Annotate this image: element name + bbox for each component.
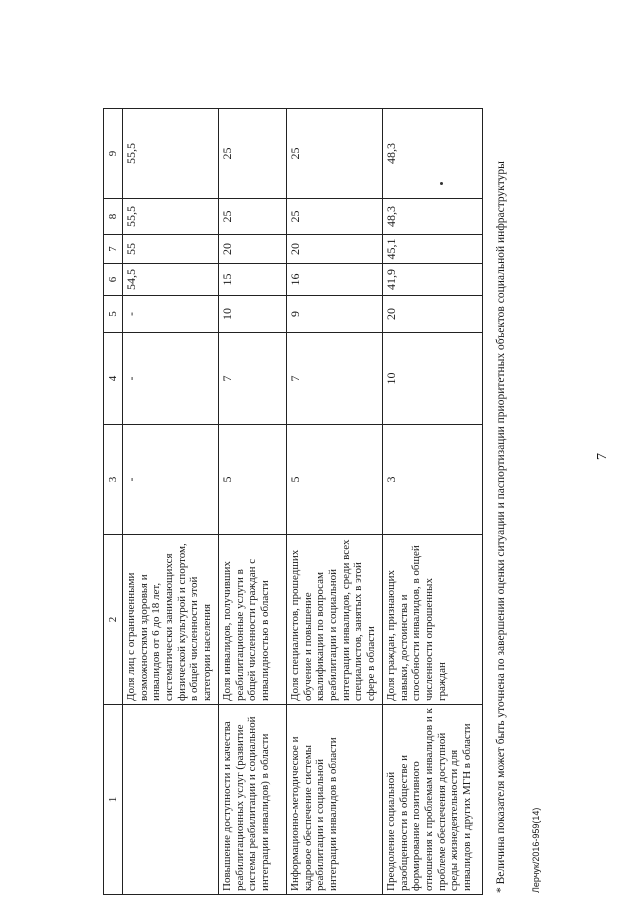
value-cell: - [123, 425, 219, 535]
table-row [383, 109, 483, 895]
indicators-table [103, 108, 483, 895]
value-cell: 9 [287, 296, 383, 333]
header-cell: 5 [104, 296, 123, 333]
value-cell: 3 [383, 425, 483, 535]
value-cell: 25 [219, 109, 287, 199]
value-cell: - [123, 333, 219, 425]
value-cell: 45,1 [383, 235, 483, 264]
goal-cell: Преодоление социальной разобщенности в обществе и формирование позитивного отношения к проблемам инвалидов и к проблеме обеспечения доступной среды жизнедеятельности для инвалидов и других МГН в области [383, 705, 483, 895]
header-row [104, 109, 123, 895]
table-row [219, 109, 287, 895]
value-cell: 10 [219, 296, 287, 333]
value-cell: 54,5 [123, 264, 219, 296]
value-cell: 5 [219, 425, 287, 535]
goal-cell: Повышение доступности и качества реабилитационных услуг (развитие системы реабилитации и социальной интеграции инвалидов) в области [219, 705, 287, 895]
goal-cell [123, 705, 219, 895]
value-cell: 55 [123, 235, 219, 264]
value-cell: 48,3 [383, 109, 483, 199]
indicator-cell: Доля граждан, признающих навыки, достоинства и способности инвалидов, в общей численности опрошенных граждан [383, 535, 483, 705]
value-cell: 25 [287, 199, 383, 235]
value-cell: 16 [287, 264, 383, 296]
value-cell: 20 [287, 235, 383, 264]
header-cell: 8 [104, 199, 123, 235]
header-cell: 9 [104, 109, 123, 199]
value-cell: 5 [287, 425, 383, 535]
value-cell: - [123, 296, 219, 333]
value-cell: 7 [287, 333, 383, 425]
value-cell: 55,5 [123, 109, 219, 199]
value-cell: 25 [287, 109, 383, 199]
table-row [123, 109, 219, 895]
value-cell: 15 [219, 264, 287, 296]
header-cell: 2 [104, 535, 123, 705]
header-cell: 3 [104, 425, 123, 535]
value-cell: 55,5 [123, 199, 219, 235]
indicator-cell: Доля инвалидов, получивших реабилитационные услуги в общей численности граждан с инвалидностью в области [219, 535, 287, 705]
indicator-cell: Доля специалистов, прошедших обучение и повышение квалификации по вопросам реабилитации и социальной интеграции инвалидов, среди всех специалистов, занятых в этой сфере в области [287, 535, 383, 705]
header-cell: 7 [104, 235, 123, 264]
table-row [287, 109, 383, 895]
goal-cell: Информационно-методическое и кадровое обеспечение системы реабилитации и социальной интеграции инвалидов в области [287, 705, 383, 895]
document-stamp: Лерчук/2016-959(14) [531, 807, 541, 893]
page-number: 7 [595, 453, 610, 460]
footnote: * Величина показателя может быть уточнена по завершении оценки ситуации и паспортизации приоритетных объектов социальной инфраструктуры [495, 161, 507, 893]
header-cell: 4 [104, 333, 123, 425]
value-cell: 7 [219, 333, 287, 425]
value-cell: 48,3 [383, 199, 483, 235]
value-cell: 20 [219, 235, 287, 264]
value-cell: 20 [383, 296, 483, 333]
indicator-cell: Доля лиц с ограниченными возможностями здоровья и инвалидов от 6 до 18 лет, систематически занимающихся физической культурой и спортом, в общей численности этой категории населения [123, 535, 219, 705]
value-cell: 41,9 [383, 264, 483, 296]
header-cell: 6 [104, 264, 123, 296]
value-cell: 25 [219, 199, 287, 235]
value-cell: 10 [383, 333, 483, 425]
header-cell: 1 [104, 705, 123, 895]
